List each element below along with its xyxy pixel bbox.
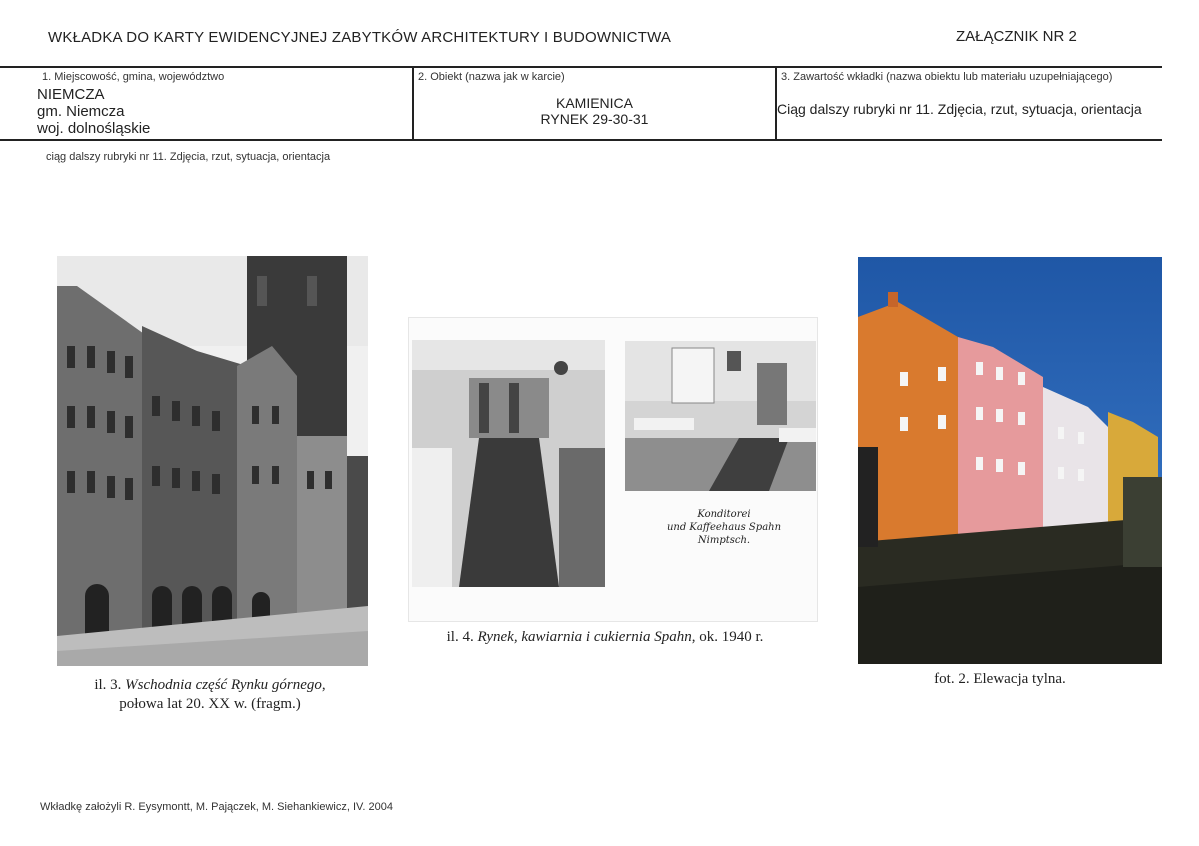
object-name: KAMIENICA <box>555 95 633 111</box>
caption-photo-2 <box>900 670 1100 689</box>
photo-rear-elevation <box>858 257 1162 664</box>
postcard-line-2: und Kaffeehaus Spahn <box>666 522 782 533</box>
photo-2-title: Elewacja tylna. <box>973 671 1066 687</box>
continued-note: ciąg dalszy rubryki nr 11. Zdjęcia, rzut, sytuacja, orientacja <box>46 151 331 163</box>
location-voivodeship: woj. dolnośląskie <box>37 120 151 137</box>
rear-elevation-illustration <box>858 257 1162 664</box>
location-town: NIEMCZA <box>37 86 105 103</box>
postcard-line-1: Konditorei <box>697 509 751 520</box>
historic-market-illustration <box>57 256 368 666</box>
content-cell <box>777 68 1162 139</box>
object-address: RYNEK 29-30-31 <box>540 111 649 127</box>
figure-3-title: Wschodnia część Rynku górnego <box>125 677 322 693</box>
content-label: 3. Zawartość wkładki (nazwa obiektu lub materiału uzupełniającego) <box>781 71 1113 83</box>
location-cell <box>0 68 414 139</box>
caption-figure-3 <box>60 676 360 714</box>
object-label: 2. Obiekt (nazwa jak w karcie) <box>418 71 565 83</box>
figure-4-number: il. 4. <box>446 629 474 645</box>
location-label: 1. Miejscowość, gmina, województwo <box>42 71 225 83</box>
figure-3-number: il. 3. <box>94 677 122 693</box>
photo-historic-market-east <box>57 256 368 666</box>
info-table <box>0 66 1162 141</box>
object-cell <box>414 68 777 139</box>
caption-figure-4 <box>410 628 800 647</box>
figure-4-title: Rynek, kawiarnia i cukiernia Spahn <box>477 629 692 645</box>
photo-2-number: fot. 2. <box>934 671 970 687</box>
postcard-line-3: Nimptsch. <box>697 535 751 546</box>
cafe-interiors-illustration <box>409 318 817 621</box>
content-value: Ciąg dalszy rubryki nr 11. Zdjęcia, rzut, sytuacja, orientacja <box>777 101 1142 117</box>
figure-4-date: , ok. 1940 r. <box>691 629 764 645</box>
footer-authors: Wkładkę założyli R. Eysymontt, M. Pajączek, M. Siehankiewicz, IV. 2004 <box>40 801 393 813</box>
location-commune: gm. Niemcza <box>37 103 125 120</box>
figure-3-comma: , <box>321 677 326 693</box>
header-title: WKŁADKA DO KARTY EWIDENCYJNEJ ZABYTKÓW ARCHITEKTURY I BUDOWNICTWA <box>48 29 672 46</box>
postcard-cafe-spahn <box>408 317 818 622</box>
postcard-inscription <box>659 508 789 547</box>
figure-3-date: połowa lat 20. XX w. (fragm.) <box>119 696 301 712</box>
attachment-number: ZAŁĄCZNIK NR 2 <box>956 28 1077 45</box>
